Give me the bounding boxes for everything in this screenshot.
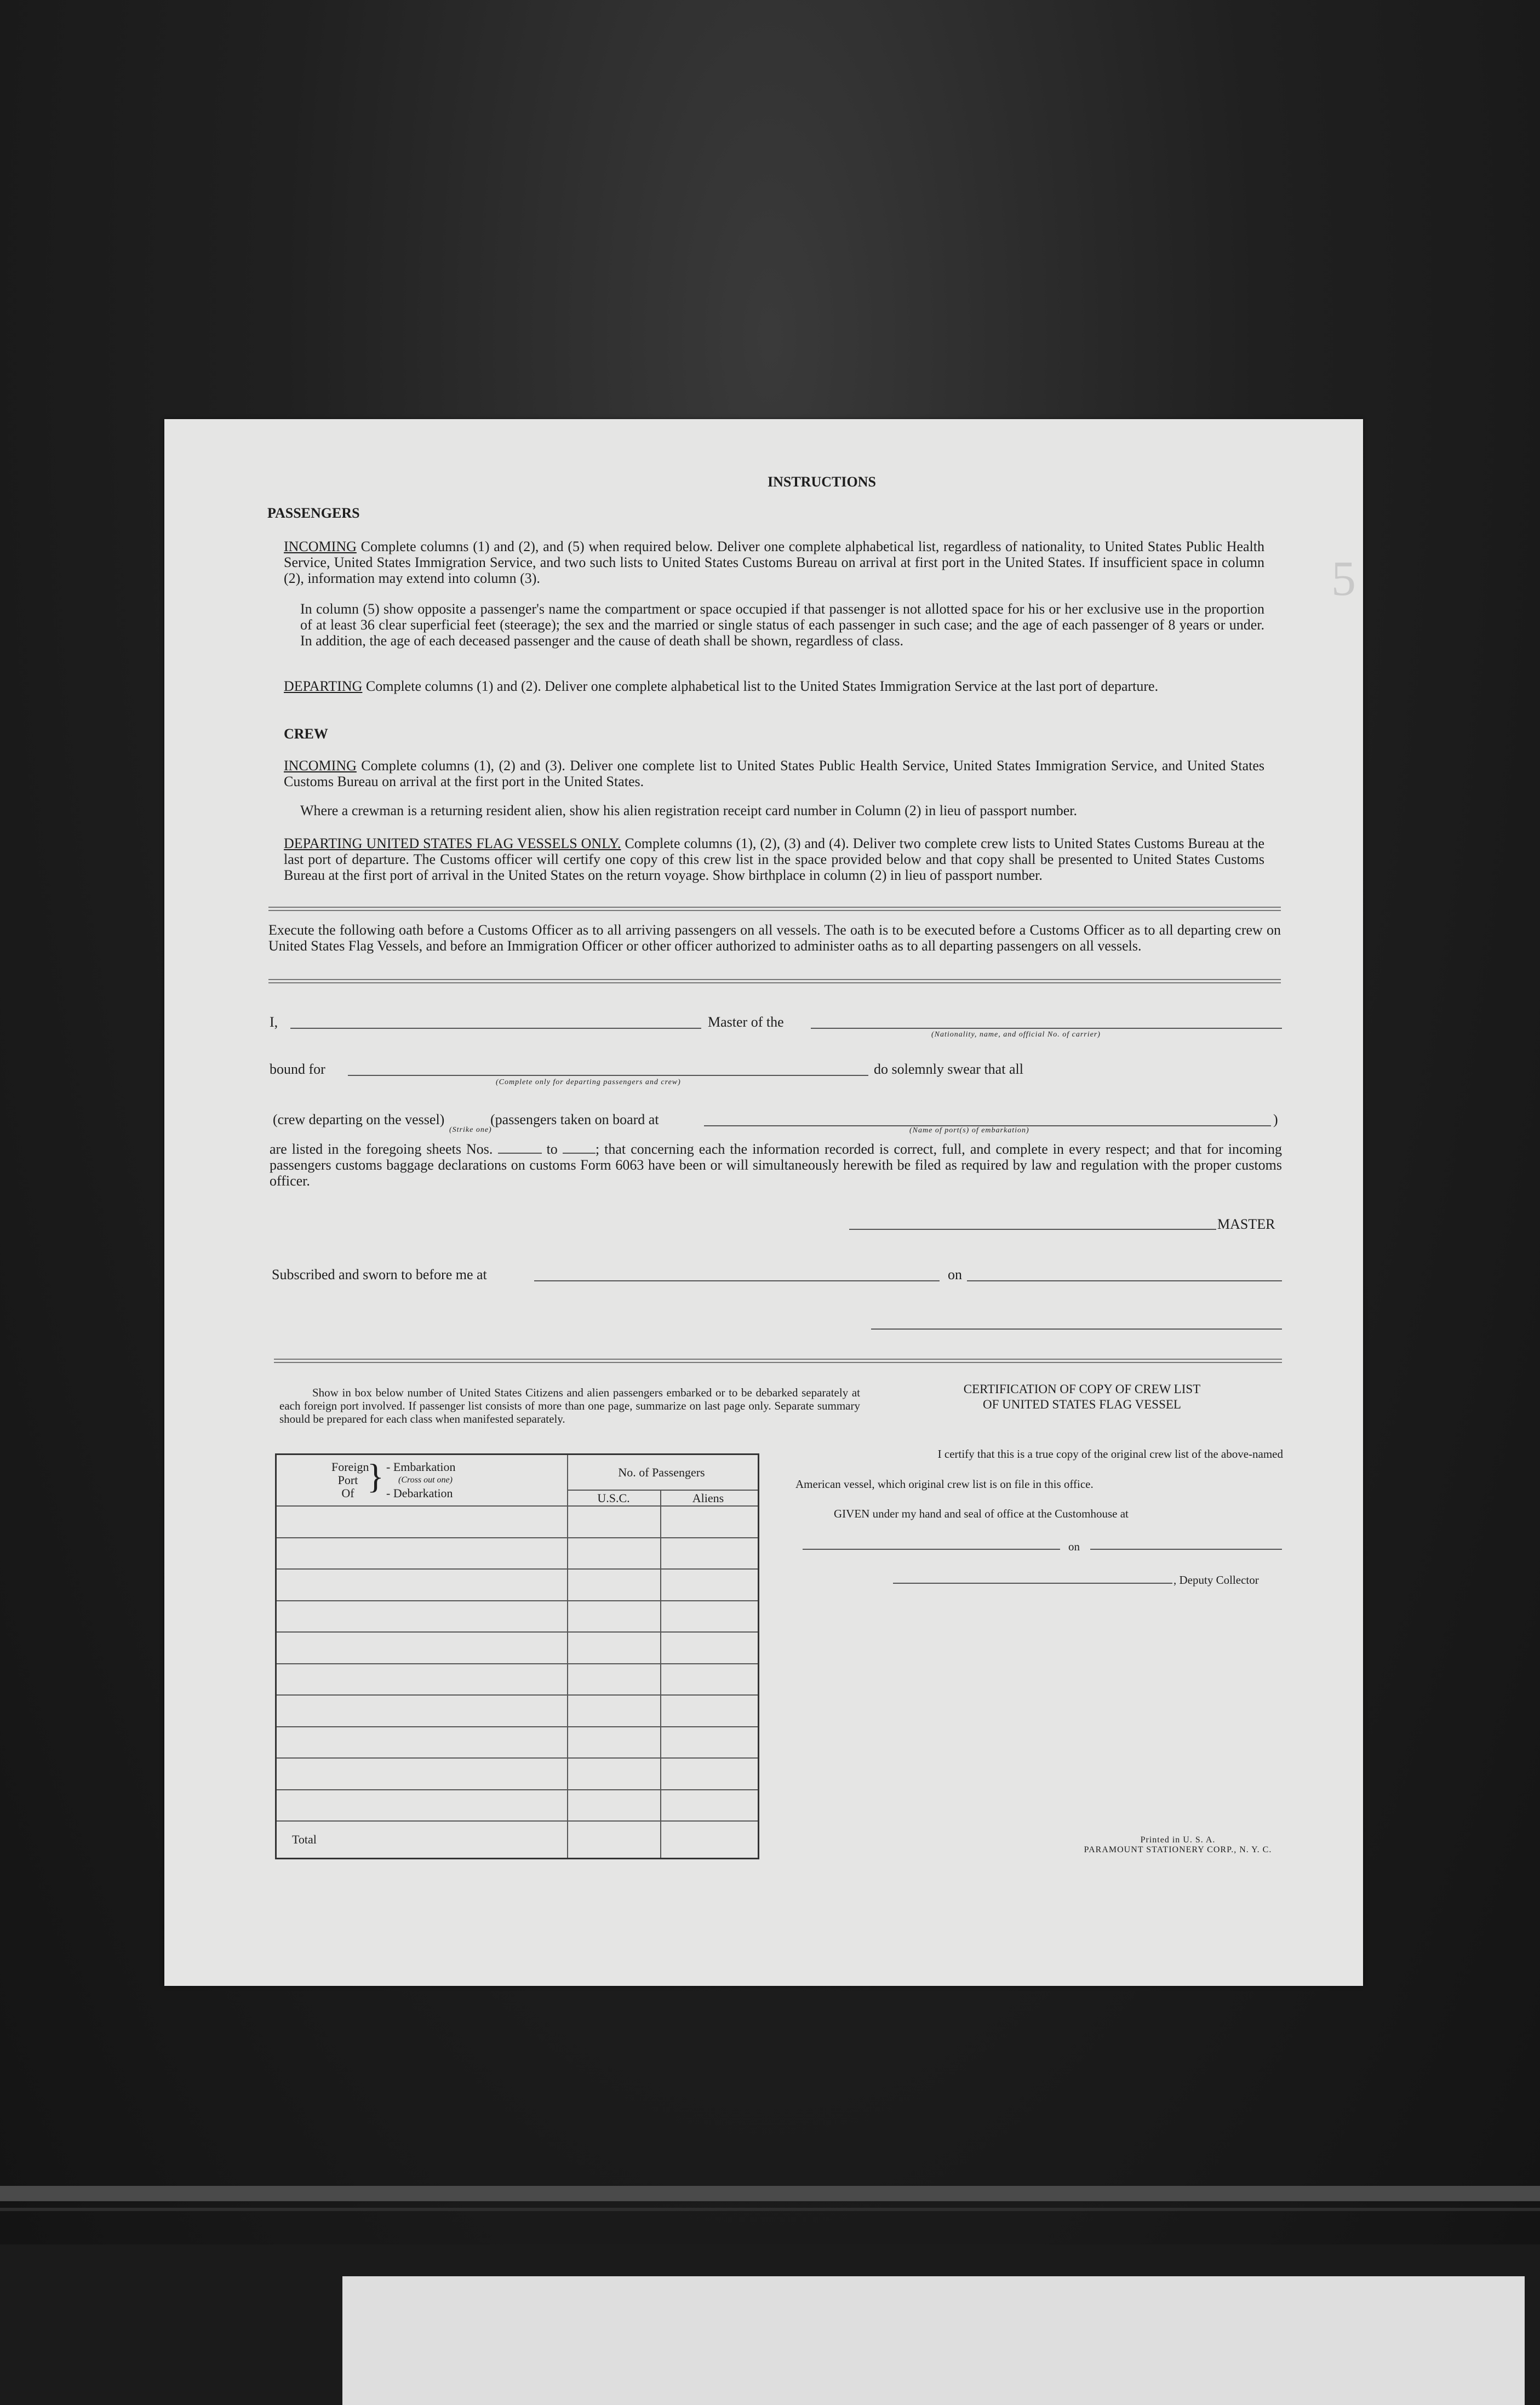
page-title: INSTRUCTIONS: [768, 474, 876, 490]
embark-debark-header: [386, 1461, 501, 1500]
printer-imprint: [1041, 1835, 1315, 1855]
passengers-column5: In column (5) show opposite a passenger's name the compartment or space occupied if that passenger is not allotted space for his or her exclusive use in the proportion of at least 36 clear superficial feet (steerage); the sex and the married or single status of each passenger in such case; and the age of each passenger of 8 years or under. In addition, the age of each deceased passenger and the cause of death shall be shown, regardless of class.: [300, 601, 1264, 649]
crew-heading: CREW: [284, 726, 328, 742]
deputy-collector-label: , Deputy Collector: [1173, 1573, 1259, 1587]
header-divider: [567, 1490, 758, 1491]
printer-line-2: PARAMOUNT STATIONERY CORP., N. Y. C.: [1084, 1845, 1272, 1854]
crew-incoming: [284, 758, 1264, 789]
foreign-port-header: [331, 1460, 369, 1500]
crew-departing-text: Complete columns (1), (2), (3) and (4). Deliver two complete crew lists to United States Customs Bureau at the last port of departure. The Customs officer will certify one copy of this crew list in the space provided below and that copy shall be presented to United States Customs Bureau at the first port of arrival in the United States on the return voyage. Show birthplace in column (2) in lieu of passport number.: [284, 835, 1265, 883]
carrier-line[interactable]: [811, 1028, 1282, 1029]
certification-date-line[interactable]: [1090, 1549, 1282, 1550]
table-row: [277, 1600, 758, 1601]
brace-glyph: }: [367, 1457, 384, 1496]
destination-line[interactable]: [348, 1075, 868, 1076]
column-divider: [567, 1455, 568, 1858]
embarkation-label: - Embarkation: [386, 1460, 456, 1474]
officer-signature-line[interactable]: [871, 1329, 1282, 1330]
table-row: [277, 1789, 758, 1790]
table-row: [277, 1757, 758, 1759]
no-passengers-header: No. of Passengers: [618, 1465, 705, 1479]
close-paren: ): [1273, 1112, 1278, 1127]
divider: [268, 979, 1281, 983]
usc-header: U.S.C.: [597, 1491, 630, 1505]
debarkation-label: - Debarkation: [386, 1486, 453, 1500]
table-row: [277, 1820, 758, 1822]
of-label: Of: [341, 1486, 354, 1500]
certification-given: GIVEN under my hand and seal of office at the Customhouse at: [834, 1507, 1129, 1520]
divider: [274, 1359, 1282, 1363]
sheet-to-field[interactable]: [563, 1153, 596, 1154]
crew-incoming-text: Complete columns (1), (2) and (3). Deliver one complete list to United States Public Health Service, United States Immigration Service, and United States Customs Bureau on arrival at the first port in the United States.: [284, 758, 1265, 789]
passengers-incoming-label: INCOMING: [284, 539, 357, 554]
passenger-summary-table: [275, 1453, 759, 1859]
certification-title-1: CERTIFICATION OF COPY OF CREW LIST: [963, 1382, 1201, 1396]
master-of-label: Master of the: [708, 1014, 784, 1030]
bound-for-label: bound for: [270, 1061, 325, 1077]
oath-instructions: Execute the following oath before a Customs Officer as to all arriving passengers on all vessels. The oath is to be executed before a Customs Officer as to all departing crew on United States Flag Vessels, and before an Immigration Officer or other officer authorized to administer oaths as to all departing passengers on all vessels.: [268, 922, 1281, 954]
certification-title-2: OF UNITED STATES FLAG VESSEL: [983, 1398, 1181, 1411]
crew-incoming-label: INCOMING: [284, 758, 357, 774]
carrier-hint: (Nationality, name, and official No. of carrier): [931, 1030, 1101, 1039]
sworn-place-line[interactable]: [534, 1280, 940, 1281]
scanner-edge-band: [0, 2186, 1540, 2201]
sworn-on-label: on: [948, 1267, 962, 1282]
printer-line-1: Printed in U. S. A.: [1140, 1835, 1216, 1845]
certification-text-1: I certify that this is a true copy of the original crew list of the above-named: [937, 1447, 1283, 1461]
passengers-taken-option: (passengers taken on board at: [490, 1112, 659, 1127]
total-label: Total: [292, 1833, 317, 1846]
ports-hint: (Name of port(s) of embarkation): [909, 1126, 1029, 1135]
bleed-through-mark: 5: [1331, 552, 1356, 606]
master-label: MASTER: [1217, 1216, 1275, 1232]
bound-hint: (Complete only for departing passengers and crew): [496, 1078, 681, 1086]
certification-title: [893, 1382, 1271, 1412]
page-lower-shade: [342, 2276, 1525, 2405]
aliens-header: Aliens: [692, 1491, 724, 1505]
oath-statement: [270, 1141, 1282, 1189]
customhouse-line[interactable]: [803, 1549, 1060, 1550]
listed-text-1: are listed in the foregoing sheets Nos.: [270, 1141, 493, 1157]
listed-to-label: to: [546, 1141, 558, 1157]
sworn-date-line[interactable]: [967, 1280, 1282, 1281]
passengers-departing: [284, 678, 1264, 694]
strike-hint: (Strike one): [449, 1126, 492, 1134]
certification-on-label: on: [1068, 1540, 1080, 1553]
passengers-incoming: [284, 539, 1264, 586]
sheet-from-field[interactable]: [498, 1153, 542, 1154]
listed-text-2: ; that concerning each the information recorded is correct, full, and complete in every respect; and that for incoming passengers customs baggage declarations on customs Form 6063 have been or will simultaneously herewith be filed as required by law and regulation with the proper customs officer.: [270, 1141, 1283, 1189]
table-row: [277, 1663, 758, 1664]
table-row: [277, 1537, 758, 1538]
table-row: [277, 1568, 758, 1570]
crew-departing: [284, 835, 1264, 883]
swear-label: do solemnly swear that all: [874, 1061, 1023, 1077]
summary-note: Show in box below number of United States Citizens and alien passengers embarked or to be debarked separately at each foreign port involved. If passenger list consists of more than one page, summarize on last page only. Separate summary should be prepared for each class when manifested separately.: [279, 1386, 860, 1425]
passengers-departing-label: DEPARTING: [284, 678, 363, 694]
passengers-incoming-text: Complete columns (1) and (2), and (5) when required below. Deliver one complete alphabetical list, regardless of nationality, to United States Public Health Service, United States Immigration Service, and two such lists to United States Customs Bureau on arrival at first port in the United States. If insufficient space in column (2), information may extend into column (3).: [284, 539, 1264, 586]
table-row: [277, 1505, 758, 1507]
crew-resident-alien: Where a crewman is a returning resident alien, show his alien registration receipt card number in Column (2) in lieu of passport number.: [300, 803, 1078, 818]
passengers-heading: PASSENGERS: [267, 505, 360, 521]
port-label: Port: [337, 1473, 358, 1487]
table-row: [277, 1694, 758, 1696]
master-signature-line[interactable]: [849, 1229, 1216, 1230]
cross-out-hint: (Cross out one): [398, 1475, 453, 1485]
table-row: [277, 1631, 758, 1633]
passengers-departing-text: Complete columns (1) and (2). Deliver one complete alphabetical list to the United States Immigration Service at the last port of departure.: [365, 678, 1159, 694]
column-divider: [660, 1490, 661, 1858]
divider: [268, 907, 1281, 911]
crew-departing-option: (crew departing on the vessel): [273, 1112, 445, 1127]
deputy-signature-line[interactable]: [893, 1583, 1172, 1584]
table-row: [277, 1726, 758, 1727]
subscribed-label: Subscribed and sworn to before me at: [272, 1267, 487, 1282]
crew-departing-label: DEPARTING UNITED STATES FLAG VESSELS ONLY.: [284, 835, 621, 851]
oath-i-label: I,: [270, 1014, 278, 1030]
foreign-label: Foreign: [331, 1460, 369, 1474]
certification-text-2: American vessel, which original crew list is on file in this office.: [795, 1478, 1094, 1491]
scanner-edge-band-lower: [0, 2208, 1540, 2211]
master-name-line[interactable]: [290, 1028, 701, 1029]
